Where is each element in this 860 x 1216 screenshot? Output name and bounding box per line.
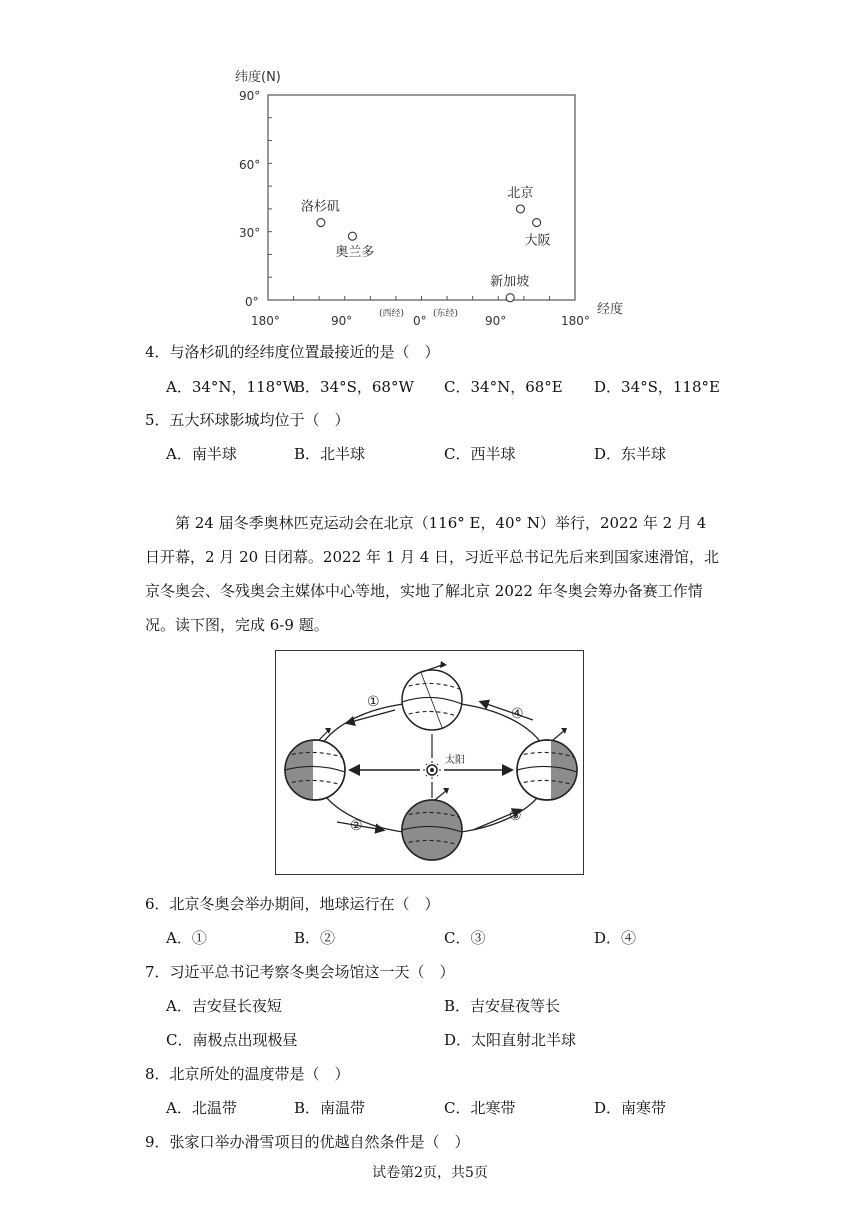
y-axis-title: 纬度(N) — [235, 70, 281, 85]
y-tick-0: 0° — [245, 295, 259, 309]
earth-right-icon — [517, 728, 583, 803]
q6-option-d[interactable]: D．④ — [594, 929, 637, 947]
q4-option-b[interactable]: B．34°S，68°W — [294, 378, 414, 396]
orbit-marker-3: ③ — [509, 808, 522, 824]
city-point-marker — [348, 232, 356, 240]
q8-option-b[interactable]: B．南温带 — [294, 1099, 366, 1117]
q6-option-c[interactable]: C．③ — [444, 929, 486, 947]
sun-icon — [423, 761, 441, 779]
city-label: 新加坡 — [490, 274, 530, 290]
orbit-marker-2: ② — [350, 818, 363, 834]
west-longitude-label: (西经) — [379, 309, 405, 319]
city-location-chart — [225, 60, 645, 330]
earth-bottom-icon — [400, 788, 465, 865]
city-point-marker — [506, 294, 514, 302]
sun-label: 太阳 — [445, 755, 465, 766]
city-label: 北京 — [507, 185, 534, 201]
question-7-stem: 7．习近平总书记考察冬奥会场馆这一天（ ） — [145, 963, 455, 981]
earth-top-icon — [402, 661, 462, 730]
q8-option-d[interactable]: D．南寒带 — [594, 1099, 667, 1117]
q7-option-b[interactable]: B．吉安昼夜等长 — [444, 997, 561, 1015]
q5-option-a[interactable]: A．南半球 — [166, 445, 237, 463]
x-tick-0: 0° — [413, 314, 427, 328]
q8-option-a[interactable]: A．北温带 — [166, 1099, 237, 1117]
x-tick-90e: 90° — [485, 314, 507, 328]
q5-option-d[interactable]: D．东半球 — [594, 445, 667, 463]
q7-option-d[interactable]: D．太阳直射北半球 — [444, 1031, 577, 1049]
q7-option-c[interactable]: C．南极点出现极昼 — [166, 1031, 298, 1049]
y-tick-30: 30° — [239, 226, 261, 240]
q4-option-d[interactable]: D．34°S，118°E — [594, 378, 720, 396]
x-tick-90w: 90° — [331, 314, 353, 328]
earth-left-icon — [283, 728, 345, 803]
x-tick-180w: 180° — [251, 314, 280, 328]
city-label: 大阪 — [524, 233, 551, 249]
q5-option-b[interactable]: B．北半球 — [294, 445, 366, 463]
page-footer: 试卷第2页，共5页 — [372, 1165, 488, 1181]
q6-option-b[interactable]: B．② — [294, 929, 336, 947]
q8-option-c[interactable]: C．北寒带 — [444, 1099, 516, 1117]
orbit-marker-4: ④ — [511, 706, 524, 722]
y-tick-60: 60° — [239, 158, 261, 172]
city-label: 洛杉矶 — [300, 199, 340, 215]
city-point-marker — [533, 219, 541, 227]
city-label: 奥兰多 — [335, 245, 375, 261]
orbit-marker-1: ① — [367, 694, 380, 710]
q4-option-c[interactable]: C．34°N，68°E — [444, 378, 563, 396]
q7-option-a[interactable]: A．吉安昼长夜短 — [166, 997, 282, 1015]
x-tick-180e: 180° — [561, 314, 590, 328]
question-9-stem: 9．张家口举办滑雪项目的优越自然条件是（ ） — [145, 1133, 470, 1151]
q6-option-a[interactable]: A．① — [166, 929, 207, 947]
east-longitude-label: (东经) — [433, 309, 459, 319]
y-tick-90: 90° — [239, 89, 261, 103]
x-axis-title: 经度 — [597, 302, 624, 317]
city-point-marker — [317, 219, 325, 227]
q4-option-a[interactable]: A．34°N，118°W — [166, 378, 299, 396]
question-5-stem: 5．五大环球影城均位于（ ） — [145, 411, 350, 429]
question-4-stem: 4．与洛杉矶的经纬度位置最接近的是（ ） — [145, 343, 440, 361]
question-6-stem: 6．北京冬奥会举办期间，地球运行在（ ） — [145, 895, 440, 913]
question-8-stem: 8．北京所处的温度带是（ ） — [145, 1065, 350, 1083]
earth-orbit-diagram — [275, 650, 585, 876]
q5-option-c[interactable]: C．西半球 — [444, 445, 516, 463]
reading-passage: 第 24 届冬季奥林匹克运动会在北京（116° E，40° N）举行，2022 年 2 月 4 日开幕，2 月 20 日闭幕。2022 年 1 月 4 日，习近平总书记先后来到国家速滑馆，北京冬奥会、冬残奥会主媒体中心等地，实地了解北京 2022 年冬奥会筹办备赛工作情况。读下图，完成 6-9 题。 — [145, 514, 720, 634]
city-point-marker — [516, 205, 524, 213]
